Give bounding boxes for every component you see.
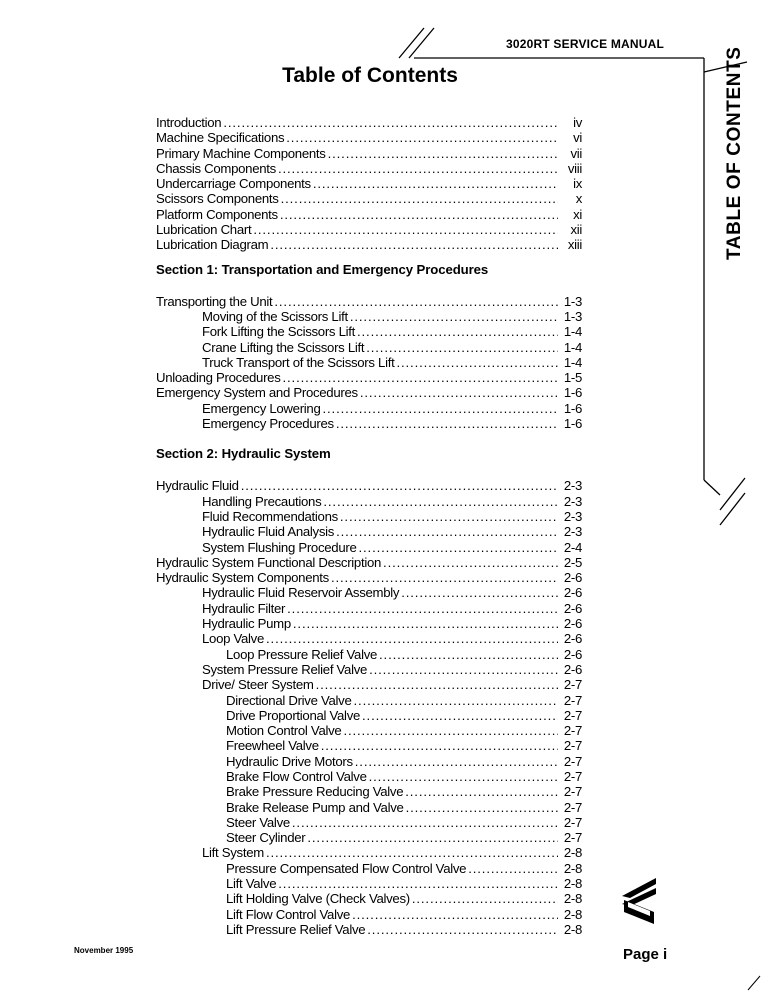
toc-entry bbox=[156, 769, 582, 784]
toc-entry bbox=[156, 416, 582, 431]
dot-leader bbox=[406, 800, 558, 815]
toc-entry-page: 2-6 bbox=[563, 661, 582, 677]
toc-entry-page: 2-3 bbox=[563, 524, 582, 540]
toc-entry bbox=[156, 176, 582, 191]
toc-entry-page: viii bbox=[567, 160, 582, 176]
footer-date: November 1995 bbox=[74, 946, 134, 955]
toc-entry-label: Hydraulic System Components bbox=[156, 570, 329, 586]
dot-leader bbox=[322, 401, 558, 416]
toc-entry-page: 2-8 bbox=[563, 876, 582, 892]
toc-entry-page: vi bbox=[573, 130, 582, 146]
toc-entry-label: Steer Cylinder bbox=[226, 830, 306, 846]
toc-entry bbox=[156, 815, 582, 830]
toc-entry-label: Primary Machine Components bbox=[156, 145, 326, 161]
toc-entry-page: 2-7 bbox=[563, 692, 582, 708]
dot-leader bbox=[367, 922, 558, 937]
toc-entry-label: Steer Valve bbox=[226, 814, 290, 830]
toc-entry bbox=[156, 191, 582, 206]
toc-entry-label: Undercarriage Components bbox=[156, 176, 311, 192]
toc-entry bbox=[156, 555, 582, 570]
toc-entry-page: x bbox=[575, 191, 582, 207]
dot-leader bbox=[355, 754, 558, 769]
toc-entry bbox=[156, 738, 582, 753]
toc-entry-page: 1-6 bbox=[563, 385, 582, 401]
toc-entry bbox=[156, 207, 582, 222]
toc-entry bbox=[156, 130, 582, 145]
dot-leader bbox=[350, 309, 558, 324]
company-logo bbox=[620, 876, 660, 926]
dot-leader bbox=[362, 708, 558, 723]
toc-entry bbox=[156, 370, 582, 385]
toc-entry-label: Hydraulic Pump bbox=[202, 616, 291, 632]
toc-entry bbox=[156, 524, 582, 539]
dot-leader bbox=[286, 130, 558, 145]
toc-entry-label: Platform Components bbox=[156, 206, 278, 222]
tab-slash-1 bbox=[720, 478, 745, 510]
toc-entry-label: System Flushing Procedure bbox=[202, 539, 357, 555]
toc-entry-page: xii bbox=[570, 222, 582, 238]
toc-entry-label: Unloading Procedures bbox=[156, 370, 281, 386]
header-slash-1 bbox=[399, 28, 424, 58]
toc-entry-label: Lift System bbox=[202, 845, 264, 861]
dot-leader bbox=[331, 570, 558, 585]
toc-entry-page: 2-8 bbox=[563, 845, 582, 861]
dot-leader bbox=[270, 237, 558, 252]
dot-leader bbox=[401, 585, 558, 600]
toc-entry-label: Hydraulic Fluid bbox=[156, 478, 239, 494]
toc-entry bbox=[156, 891, 582, 906]
toc-entry-label: Hydraulic Fluid Analysis bbox=[202, 524, 335, 540]
toc-entry bbox=[156, 509, 582, 524]
dot-leader bbox=[379, 647, 558, 662]
dot-leader bbox=[360, 385, 558, 400]
dot-leader bbox=[241, 478, 558, 493]
corner-mark bbox=[748, 976, 760, 990]
toc-entry bbox=[156, 324, 582, 339]
dot-leader bbox=[366, 340, 558, 355]
toc-entry-page: 2-8 bbox=[563, 906, 582, 922]
toc-entry-page: 2-8 bbox=[563, 860, 582, 876]
dot-leader bbox=[278, 876, 558, 891]
toc-entry-label: Emergency System and Procedures bbox=[156, 385, 358, 401]
header-slash-2 bbox=[409, 28, 434, 58]
toc-entry bbox=[156, 616, 582, 631]
dot-leader bbox=[336, 524, 558, 539]
toc-entry-page: iv bbox=[573, 115, 582, 130]
toc-entry-label: Brake Pressure Reducing Valve bbox=[226, 784, 404, 800]
toc-entry bbox=[156, 540, 582, 555]
toc-entry bbox=[156, 494, 582, 509]
toc-entry-page: 1-6 bbox=[563, 416, 582, 432]
toc-entry-label: Scissors Components bbox=[156, 191, 279, 207]
dot-leader bbox=[274, 294, 558, 309]
toc-entry bbox=[156, 385, 582, 400]
toc-entry-page: 2-4 bbox=[563, 539, 582, 555]
dot-leader bbox=[328, 146, 558, 161]
toc-entry-page: xiii bbox=[567, 237, 582, 253]
toc-entry bbox=[156, 146, 582, 161]
toc-entry-page: 1-3 bbox=[563, 293, 582, 309]
dot-leader bbox=[405, 784, 558, 799]
toc-entry-label: Fluid Recommendations bbox=[202, 508, 338, 524]
toc-entry-label: Directional Drive Valve bbox=[226, 692, 352, 708]
dot-leader bbox=[412, 891, 558, 906]
toc-entry-label: Loop Valve bbox=[202, 631, 265, 647]
dot-leader bbox=[253, 222, 558, 237]
toc-entry-page: xi bbox=[573, 206, 582, 222]
page-title: Table of Contents bbox=[282, 64, 458, 87]
dot-leader bbox=[369, 662, 558, 677]
toc-entry bbox=[156, 294, 582, 309]
dot-leader bbox=[266, 631, 558, 646]
toc-entry-page: 2-6 bbox=[563, 585, 582, 601]
toc-entry-page: 1-3 bbox=[563, 308, 582, 324]
toc-entry-label: Introduction bbox=[156, 115, 222, 130]
toc-entry-label: Fork Lifting the Scissors Lift bbox=[202, 324, 355, 340]
toc-entry-label: Hydraulic Fluid Reservoir Assembly bbox=[202, 585, 400, 601]
footer-page-number: Page i bbox=[623, 946, 668, 963]
section-heading: Section 2: Hydraulic System bbox=[156, 446, 331, 462]
side-tab-label: TABLE OF CONTENTS bbox=[724, 46, 745, 260]
toc-entry bbox=[156, 570, 582, 585]
dot-leader bbox=[287, 601, 558, 616]
toc-entry-label: Moving of the Scissors Lift bbox=[202, 308, 348, 324]
toc-entry bbox=[156, 309, 582, 324]
toc-entry bbox=[156, 677, 582, 692]
toc-entry-label: Loop Pressure Relief Valve bbox=[226, 646, 378, 662]
toc-entry bbox=[156, 161, 582, 176]
dot-leader bbox=[293, 616, 558, 631]
toc-entry-page: 2-3 bbox=[563, 493, 582, 509]
dot-leader bbox=[340, 509, 558, 524]
tab-slash-2 bbox=[720, 493, 745, 525]
toc-entry bbox=[156, 800, 582, 815]
dot-leader bbox=[313, 176, 558, 191]
toc-entry-page: 1-5 bbox=[563, 370, 582, 386]
dot-leader bbox=[352, 907, 558, 922]
toc-entry-page: 2-8 bbox=[563, 891, 582, 907]
toc-entry-page: 2-6 bbox=[563, 631, 582, 647]
toc-entry bbox=[156, 708, 582, 723]
toc-entry bbox=[156, 601, 582, 616]
toc-entry bbox=[156, 585, 582, 600]
toc-entry-label: Emergency Lowering bbox=[202, 400, 321, 416]
toc-entry-page: 2-7 bbox=[563, 799, 582, 815]
toc-entry-label: Hydraulic Drive Motors bbox=[226, 753, 353, 769]
toc-entry-page: 1-6 bbox=[563, 400, 582, 416]
toc-entry-page: 2-7 bbox=[563, 814, 582, 830]
toc-entry bbox=[156, 907, 582, 922]
toc-entry-label: Machine Specifications bbox=[156, 130, 285, 146]
toc-entry bbox=[156, 340, 582, 355]
toc-entry bbox=[156, 922, 582, 937]
toc-entry-page: 2-7 bbox=[563, 830, 582, 846]
toc-entry-label: Motion Control Valve bbox=[226, 723, 342, 739]
edge-line-bottom bbox=[704, 480, 720, 495]
toc-entry-label: Emergency Procedures bbox=[202, 416, 334, 432]
toc-entry-page: 2-6 bbox=[563, 646, 582, 662]
toc-entry-page: 2-6 bbox=[563, 600, 582, 616]
toc-entry-page: 2-7 bbox=[563, 707, 582, 723]
dot-leader bbox=[383, 555, 558, 570]
dot-leader bbox=[223, 115, 558, 130]
toc-entry-label: Lift Pressure Relief Valve bbox=[226, 921, 366, 937]
toc-entry-label: Crane Lifting the Scissors Lift bbox=[202, 339, 365, 355]
table-of-contents bbox=[156, 115, 582, 943]
dot-leader bbox=[283, 370, 559, 385]
toc-entry-page: 2-3 bbox=[563, 478, 582, 494]
dot-leader bbox=[468, 861, 558, 876]
toc-entry bbox=[156, 401, 582, 416]
toc-entry-page: 2-7 bbox=[563, 723, 582, 739]
dot-leader bbox=[278, 161, 558, 176]
toc-entry-label: Truck Transport of the Scissors Lift bbox=[202, 354, 395, 370]
toc-entry bbox=[156, 478, 582, 493]
dot-leader bbox=[266, 845, 558, 860]
toc-entry bbox=[156, 876, 582, 891]
toc-entry bbox=[156, 647, 582, 662]
dot-leader bbox=[336, 416, 558, 431]
dot-leader bbox=[292, 815, 558, 830]
toc-entry bbox=[156, 115, 582, 130]
toc-entry-label: Pressure Compensated Flow Control Valve bbox=[226, 860, 467, 876]
dot-leader bbox=[359, 540, 559, 555]
dot-leader bbox=[369, 769, 558, 784]
dot-leader bbox=[280, 207, 558, 222]
toc-entry bbox=[156, 237, 582, 252]
toc-entry bbox=[156, 222, 582, 237]
dot-leader bbox=[396, 355, 558, 370]
dot-leader bbox=[343, 723, 558, 738]
toc-entry-label: Drive Proportional Valve bbox=[226, 707, 361, 723]
toc-entry-page: 1-4 bbox=[563, 324, 582, 340]
toc-entry-label: Drive/ Steer System bbox=[202, 677, 314, 693]
toc-entry-page: 2-3 bbox=[563, 508, 582, 524]
toc-entry-label: Brake Release Pump and Valve bbox=[226, 799, 404, 815]
toc-entry-page: ix bbox=[573, 176, 582, 192]
toc-entry-label: Lubrication Chart bbox=[156, 222, 252, 238]
toc-entry-label: Lift Holding Valve (Check Valves) bbox=[226, 891, 410, 907]
toc-entry-label: Handling Precautions bbox=[202, 493, 322, 509]
section-heading: Section 1: Transportation and Emergency Procedures bbox=[156, 261, 489, 277]
toc-entry-label: Lift Valve bbox=[226, 876, 277, 892]
toc-entry-label: Freewheel Valve bbox=[226, 738, 319, 754]
toc-entry bbox=[156, 754, 582, 769]
dot-leader bbox=[316, 677, 558, 692]
dot-leader bbox=[323, 494, 558, 509]
toc-entry bbox=[156, 662, 582, 677]
dot-leader bbox=[354, 693, 558, 708]
toc-entry-label: System Pressure Relief Valve bbox=[202, 661, 368, 677]
toc-entry-page: 2-7 bbox=[563, 738, 582, 754]
toc-entry-label: Hydraulic Filter bbox=[202, 600, 286, 616]
dot-leader bbox=[321, 738, 558, 753]
toc-entry-page: 2-8 bbox=[563, 921, 582, 937]
toc-entry-label: Transporting the Unit bbox=[156, 293, 273, 309]
toc-entry bbox=[156, 631, 582, 646]
toc-entry bbox=[156, 355, 582, 370]
toc-entry-page: 2-7 bbox=[563, 753, 582, 769]
dot-leader bbox=[307, 830, 558, 845]
toc-entry-page: 2-7 bbox=[563, 784, 582, 800]
toc-entry bbox=[156, 845, 582, 860]
toc-entry-page: 2-6 bbox=[563, 570, 582, 586]
toc-entry-page: 2-7 bbox=[563, 768, 582, 784]
toc-entry-page: 1-4 bbox=[563, 354, 582, 370]
toc-entry-label: Brake Flow Control Valve bbox=[226, 768, 367, 784]
header-title: 3020RT SERVICE MANUAL bbox=[506, 37, 665, 51]
toc-entry bbox=[156, 861, 582, 876]
toc-entry-page: vii bbox=[570, 145, 582, 161]
toc-entry-page: 2-5 bbox=[563, 554, 582, 570]
toc-entry-label: Hydraulic System Functional Description bbox=[156, 554, 382, 570]
toc-entry bbox=[156, 784, 582, 799]
toc-entry-page: 2-6 bbox=[563, 616, 582, 632]
toc-entry-label: Chassis Components bbox=[156, 160, 276, 176]
toc-entry bbox=[156, 830, 582, 845]
toc-entry-label: Lift Flow Control Valve bbox=[226, 906, 351, 922]
toc-entry-page: 1-4 bbox=[563, 339, 582, 355]
dot-leader bbox=[357, 324, 558, 339]
toc-entry-page: 2-7 bbox=[563, 677, 582, 693]
toc-entry-label: Lubrication Diagram bbox=[156, 237, 269, 253]
toc-entry bbox=[156, 723, 582, 738]
dot-leader bbox=[281, 191, 558, 206]
toc-entry bbox=[156, 693, 582, 708]
